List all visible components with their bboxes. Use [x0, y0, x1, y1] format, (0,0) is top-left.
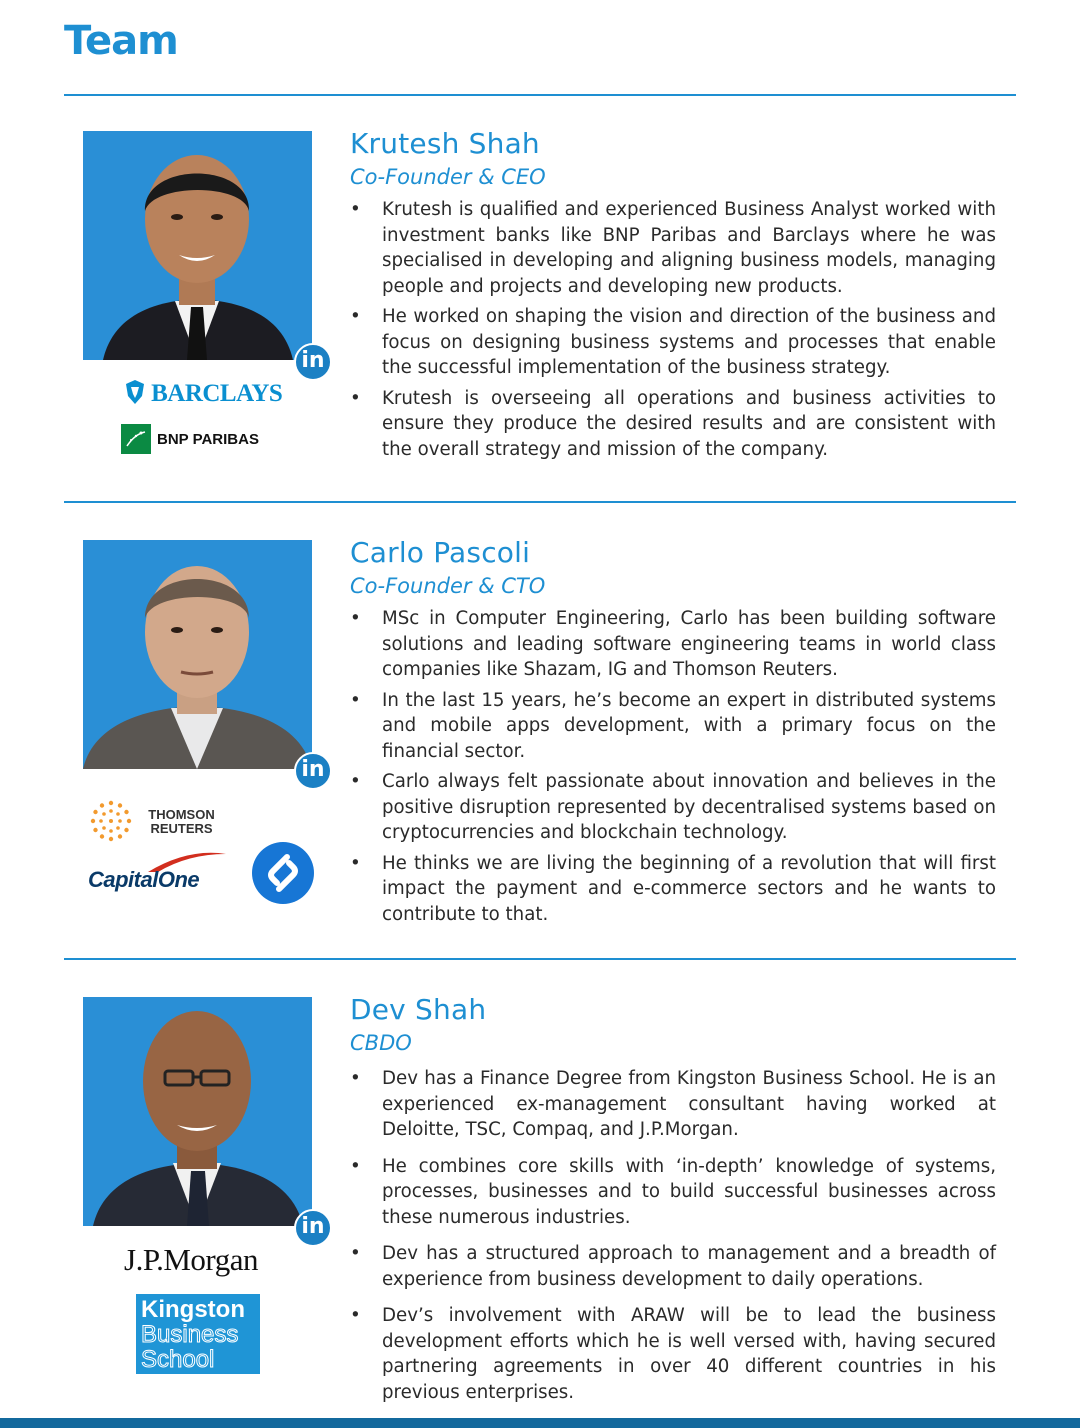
bio-item: • Carlo always felt passionate about innovation and believes in the positive disruption represented by decentralised systems based on cryptocurrencies and blockchain technology. [350, 771, 996, 843]
bnp-paribas-wordmark: BNP PARIBAS [157, 430, 259, 448]
bnp-star-icon [121, 424, 151, 454]
member-role: Co-Founder & CTO [350, 574, 546, 598]
profile-photo [83, 131, 312, 360]
school-wordmark: School [141, 1346, 215, 1373]
member-role: Co-Founder & CEO [350, 165, 546, 189]
profile-photo [83, 997, 312, 1226]
bio-item: • Krutesh is overseeing all operations and business activities to ensure they produce the desired results and are consistent with the overall strategy and mission of the company. [350, 387, 996, 460]
bio-item: • Dev has a structured approach to management and a breadth of experience from business development to daily operations. [350, 1243, 996, 1290]
bio-item: • He combines core skills with ‘in-depth’ knowledge of systems, processes, businesses and to build successful businesses across these numerous industries. [350, 1155, 996, 1228]
footer-bar [0, 1418, 1080, 1428]
member-name: Carlo Pascoli [350, 536, 531, 569]
profile-photo [83, 540, 312, 769]
page-title: Team [64, 18, 178, 64]
bio-item: • He worked on shaping the vision and direction of the business and focus on designing business systems and processes that enable the successful implementation of the business strategy. [350, 306, 996, 378]
bio-item: • MSc in Computer Engineering, Carlo has been building software solutions and leading software engineering teams in world class companies like Shazam, IG and Thomson Reuters. [350, 608, 996, 680]
barclays-logo [124, 380, 282, 408]
jp-morgan-logo: J.P.Morgan [124, 1242, 258, 1277]
reuters-wordmark: REUTERS [150, 821, 213, 836]
barclays-wordmark: BARCLAYS [151, 380, 283, 407]
bio-item: • In the last 15 years, he’s become an expert in distributed systems and mobile apps development, with a primary focus on the financial sector. [350, 689, 996, 762]
bio-list [350, 606, 996, 927]
bnp-paribas-logo [121, 424, 259, 454]
thomson-reuters-logo [89, 799, 239, 845]
bio-item: • Dev’s involvement with ARAW will be to lead the business development efforts which he is well versed with, having secured partnering agreements in over 40 different countries in his previous enterprises. [350, 1305, 996, 1403]
section-divider [64, 94, 1016, 96]
business-wordmark: Business [141, 1321, 239, 1348]
bio-list [350, 1066, 996, 1405]
linkedin-icon[interactable]: in [294, 1209, 332, 1247]
capital-one-logo [88, 850, 233, 900]
section-divider [64, 501, 1016, 503]
bio-item: • Dev has a Finance Degree from Kingston Business School. He is an experienced ex-management consultant having worked at Deloitte, TSC, Compaq, and J.P.Morgan. [350, 1068, 996, 1140]
bio-item: • Krutesh is qualified and experienced Business Analyst worked with investment banks like BNP Paribas and Barclays where he was specialised in developing and aligning business models, managing people and projects and developing new products. [350, 199, 996, 297]
member-name: Krutesh Shah [350, 127, 540, 160]
bio-item: • He thinks we are living the beginning of a revolution that will first impact the payment and e-commerce sectors and he wants to contribute to that. [350, 852, 996, 925]
linkedin-icon[interactable]: in [294, 343, 332, 381]
thomson-reuters-dots-icon [89, 799, 133, 843]
linkedin-icon[interactable]: in [294, 752, 332, 790]
shazam-logo [251, 841, 315, 905]
member-name: Dev Shah [350, 993, 487, 1026]
shazam-icon [251, 841, 315, 905]
section-divider [64, 958, 1016, 960]
capital-one-wordmark: CapitalOne [88, 867, 200, 892]
kingston-wordmark: Kingston [141, 1296, 245, 1323]
thomson-wordmark: THOMSON [148, 807, 215, 822]
kingston-business-school-logo [136, 1294, 260, 1374]
bio-list [350, 197, 996, 462]
member-role: CBDO [350, 1031, 412, 1055]
